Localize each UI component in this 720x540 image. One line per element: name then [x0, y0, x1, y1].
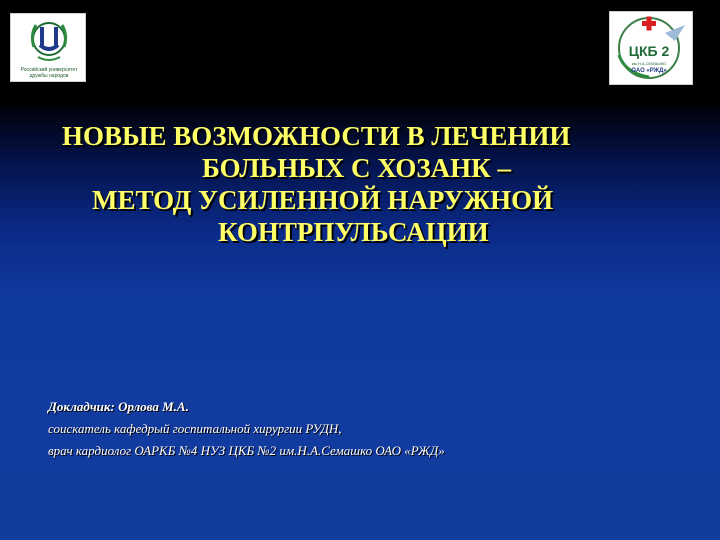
title-line-4: КОНТРПУЛЬСАЦИИ	[218, 217, 489, 247]
ckb2-logo-text: ЦКБ 2	[628, 43, 670, 59]
ckb2-emblem-icon	[613, 15, 689, 81]
title-line-3: МЕТОД УСИЛЕННОЙ НАРУЖНОЙ	[92, 185, 554, 215]
title-line-1: НОВЫЕ ВОЗМОЖНОСТИ В ЛЕЧЕНИИ	[62, 121, 571, 151]
rudn-logo-caption: Российский университет дружбы народов	[20, 67, 78, 79]
presenter-position: соискатель кафедрый госпитальной хирургии РУДН,	[48, 421, 342, 436]
presenter-info	[48, 396, 688, 462]
rudn-emblem-icon	[26, 17, 72, 67]
ckb2-logo	[609, 11, 693, 85]
ckb2-logo-subtext: им.Н.А.СЕМАШКО	[631, 61, 667, 66]
title-line-2: БОЛЬНЫХ С ХОЗАНК –	[202, 153, 512, 183]
presenter-name: Докладчик: Орлова М.А.	[48, 399, 189, 414]
slide-title	[40, 120, 680, 248]
ckb2-logo-subtext2: ОАО «РЖД»	[631, 68, 667, 74]
presenter-affiliation: врач кардиолог ОАРКБ №4 НУЗ ЦКБ №2 им.Н.А.Семашко ОАО «РЖД»	[48, 443, 445, 458]
rudn-logo	[10, 13, 86, 82]
